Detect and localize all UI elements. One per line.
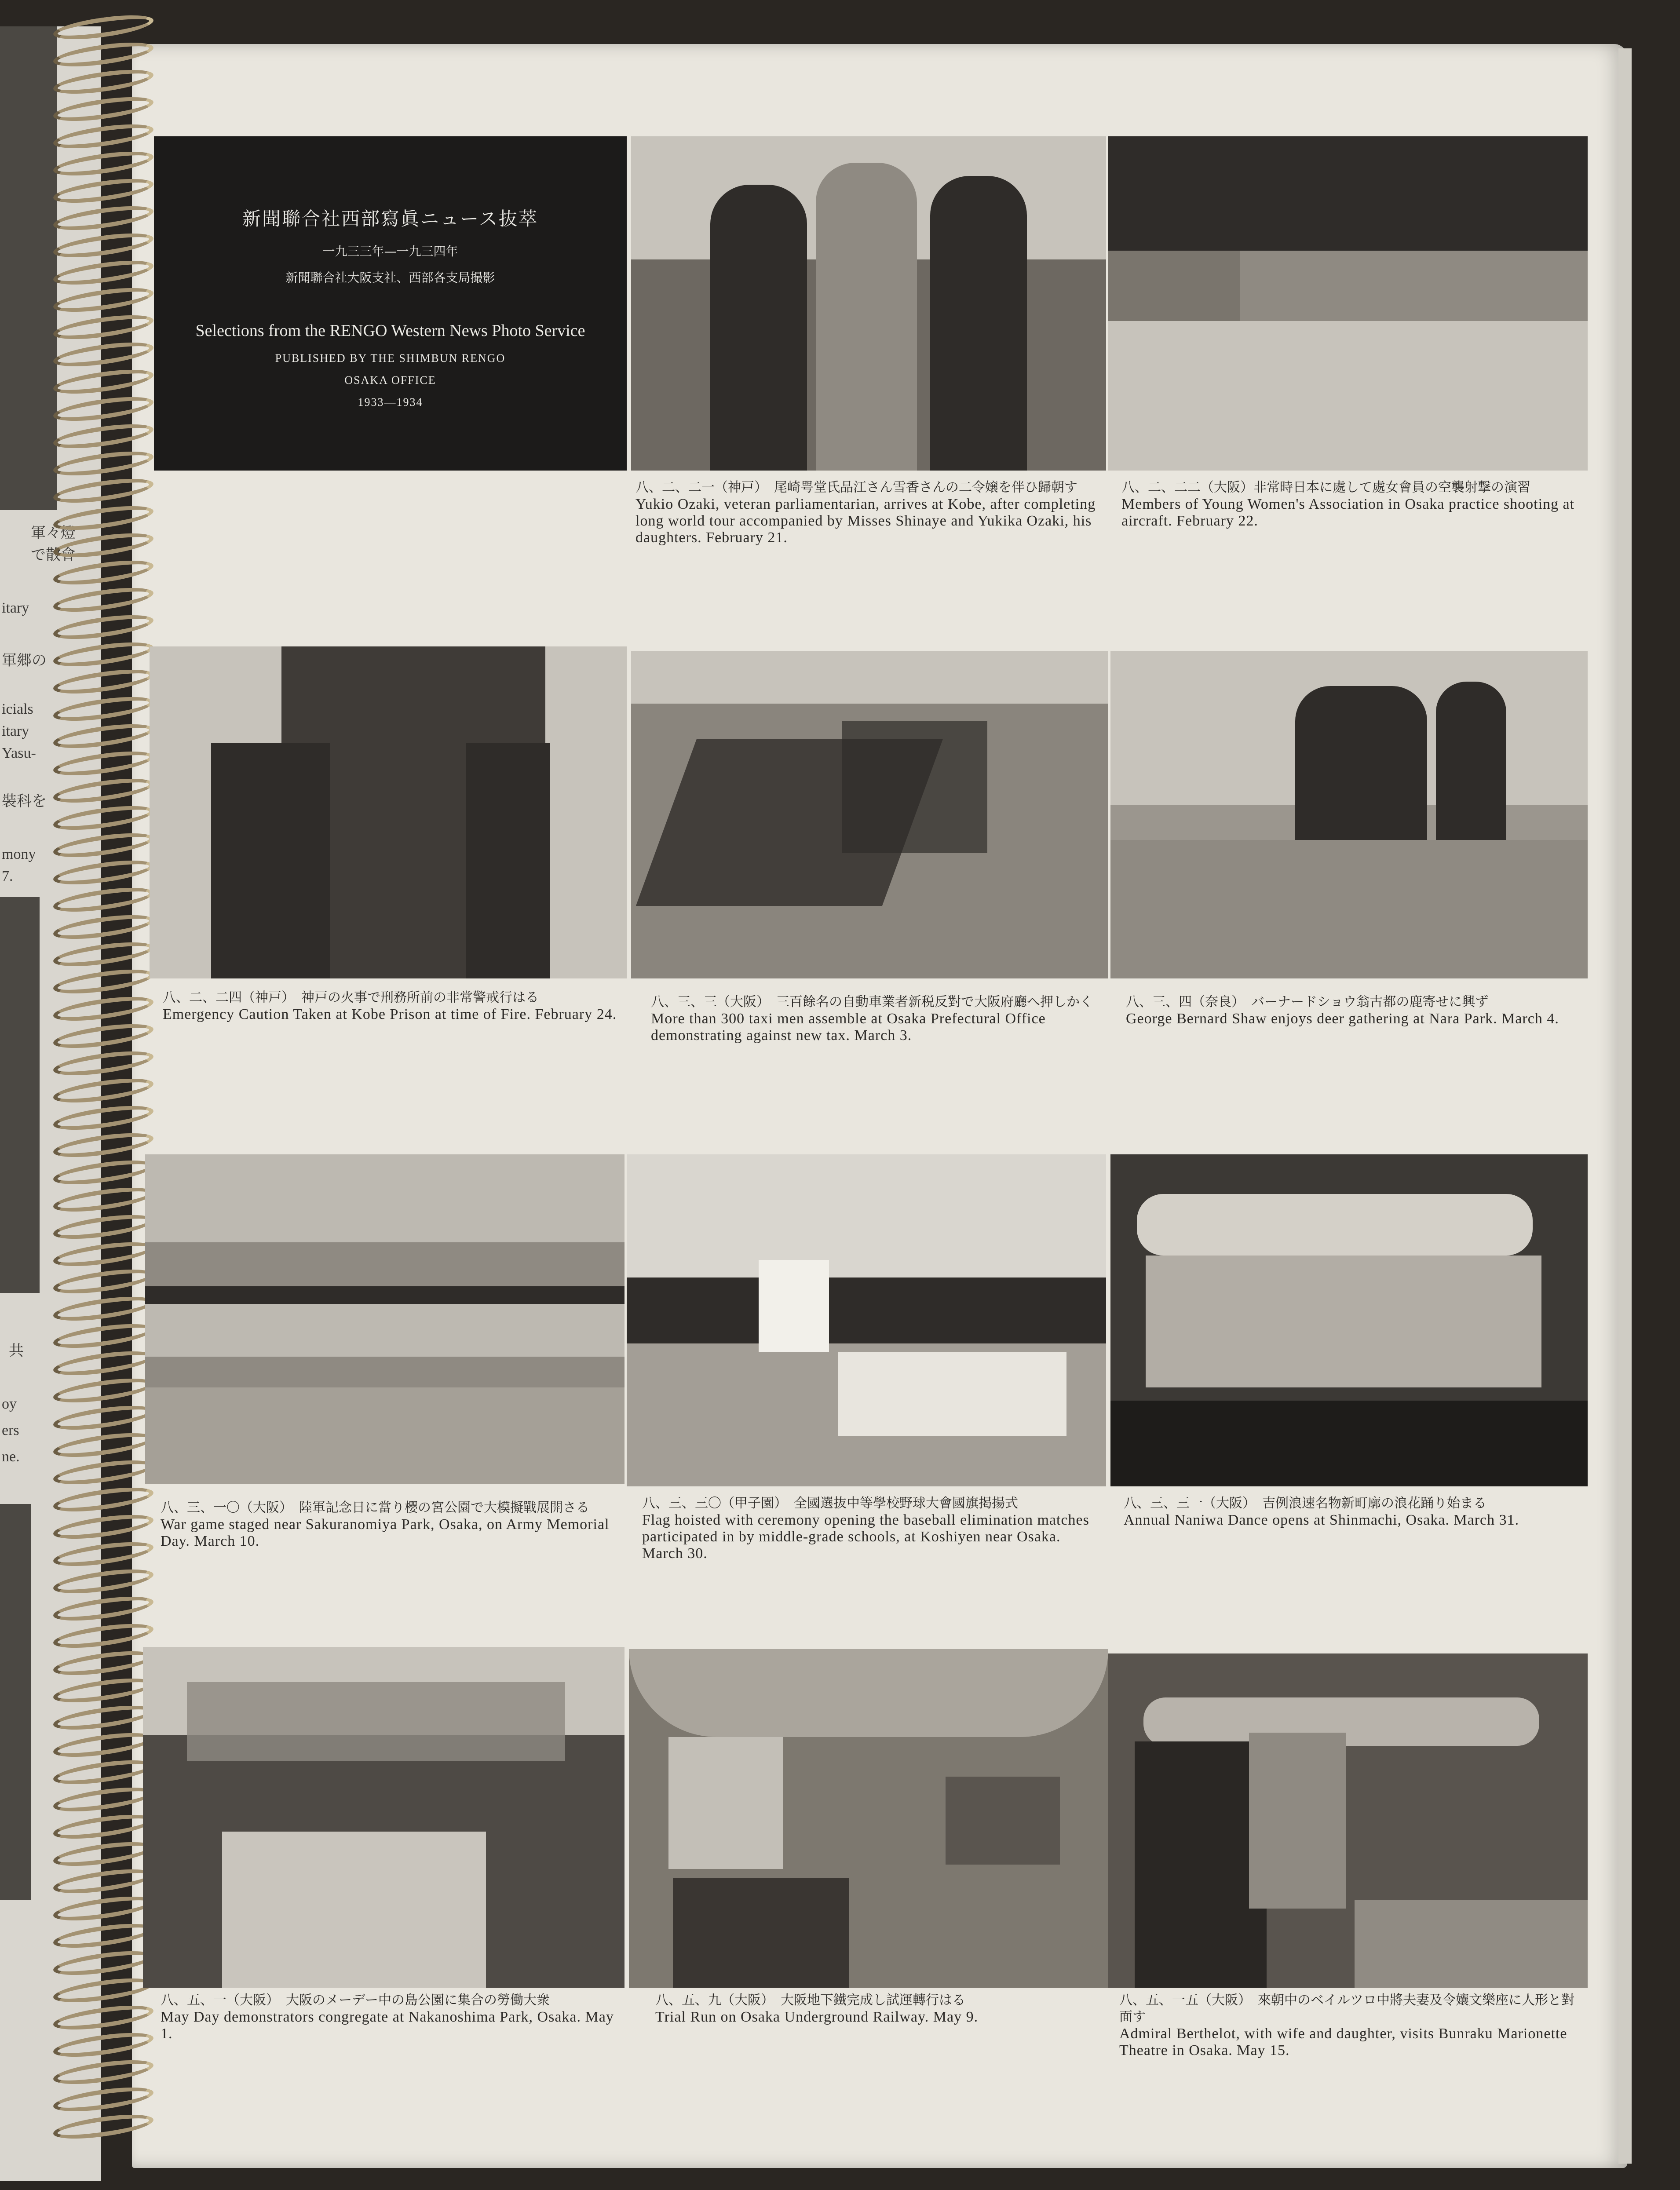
binding-ring: [52, 1619, 155, 1653]
binding-ring: [52, 1237, 155, 1271]
photo-war-game-riverbank: [145, 1357, 625, 1387]
photo-baseball-flag: [627, 1154, 1106, 1486]
caption-war-game: [161, 1500, 622, 1550]
photo-baseball-flag-stands: [627, 1278, 1106, 1343]
page-edge: [1618, 48, 1632, 2164]
previous-page-photo: [0, 897, 40, 1293]
photo-berthelot-bunraku: [1108, 1653, 1588, 1988]
binding-ring: [52, 719, 155, 753]
photo-ozaki-arrival: [631, 136, 1106, 471]
photo-women-shooting-riflewomen: [1108, 321, 1588, 471]
photo-naniwa-dance-stage: [1110, 1401, 1588, 1486]
binding-ring: [52, 801, 155, 835]
binding-ring: [52, 65, 155, 99]
caption-japanese: 八、二、二二（大阪）非常時日本に處して處女會員の空襲射撃の演習: [1121, 480, 1530, 495]
photo-ozaki-arrival-figure: [930, 176, 1027, 471]
binding-ring: [52, 365, 155, 398]
binding-ring: [52, 638, 155, 671]
binding-ring: [52, 1783, 155, 1816]
binding-ring: [52, 2001, 155, 2034]
binding-ring: [52, 583, 155, 617]
photo-kobe-prison-wall: [545, 646, 627, 978]
previous-page-text: 裝科を: [2, 793, 47, 810]
binding-ring: [52, 1537, 155, 1571]
binding-ring: [52, 610, 155, 644]
previous-page-text: Yasu-: [2, 745, 36, 761]
binding-ring: [52, 310, 155, 344]
binding-ring: [52, 1974, 155, 2007]
caption-english: War game staged near Sakuranomiya Park, Osaka, on Army Memorial Day. March 10.: [161, 1516, 610, 1549]
photo-war-game-bridge-deck: [145, 1286, 625, 1304]
binding-ring: [52, 2083, 155, 2116]
photo-underground-railway-train: [668, 1737, 783, 1869]
binding-ring: [52, 1019, 155, 1053]
binding-ring: [52, 1265, 155, 1298]
binding-ring: [52, 1892, 155, 1925]
binding-ring: [52, 201, 155, 235]
caption-japanese: 八、二、二四（神戸） 神戸の火事で刑務所前の非常警戒行はる: [163, 990, 539, 1005]
binding-ring: [52, 965, 155, 998]
photo-underground-railway-poster: [946, 1777, 1060, 1865]
caption-japanese: 八、五、一（大阪） 大阪のメーデー中の島公園に集合の勞働大衆: [161, 1993, 550, 2008]
caption-underground-railway: [655, 1992, 1108, 2026]
binding-ring: [52, 2110, 155, 2143]
binding-ring: [52, 910, 155, 944]
caption-kobe-prison: [163, 989, 625, 1023]
caption-japanese: 八、五、九（大阪） 大阪地下鐵完成し試運轉行はる: [655, 1993, 965, 2008]
binding-ring: [52, 229, 155, 262]
binding-ring: [52, 174, 155, 208]
binding-ring: [52, 1456, 155, 1489]
binding-ring: [52, 1701, 155, 1734]
caption-english: More than 300 taxi men assemble at Osaka Prefectural Office demonstrating against new tax. March 3.: [651, 1011, 1046, 1044]
caption-shaw-deer: [1126, 994, 1583, 1027]
caption-japanese: 八、三、四（奈良） バーナードショウ翁古都の鹿寄せに興ず: [1126, 994, 1489, 1010]
photo-taxi-protest: [631, 651, 1108, 978]
binding-ring: [52, 1401, 155, 1434]
title-panel: [154, 136, 627, 471]
binding-ring: [52, 1837, 155, 1871]
previous-page-text: ne.: [2, 1449, 20, 1465]
binding-ring: [52, 338, 155, 371]
caption-english: Flag hoisted with ceremony opening the baseball elimination matches participated in by middle-grade schools, at Koshiyen near Osaka. March 30.: [642, 1512, 1089, 1562]
previous-page-photo: [0, 1504, 31, 1900]
previous-page-text: oy: [2, 1396, 17, 1412]
binding-ring: [52, 747, 155, 780]
title-years: 1933—1934: [358, 396, 423, 409]
photo-underground-railway: [629, 1649, 1108, 1988]
photo-war-game: [145, 1154, 625, 1484]
binding-ring: [52, 1510, 155, 1544]
binding-ring: [52, 447, 155, 480]
caption-japanese: 八、二、二一（神戸） 尾崎咢堂氏品江さん雪香さんの二令嬢を伴ひ歸朝す: [635, 480, 1077, 495]
photo-berthelot-bunraku-stage: [1355, 1900, 1588, 1988]
binding-ring: [52, 2055, 155, 2089]
binding-ring: [52, 1756, 155, 1789]
title-english: Selections from the RENGO Western News Photo Service: [195, 321, 585, 340]
title-japanese-years: 一九三三年—一九三四年: [322, 244, 458, 259]
photo-underground-railway-tunnel: [629, 1649, 1108, 1737]
binding-ring: [52, 1865, 155, 1898]
photo-war-game-bridge: [145, 1242, 625, 1286]
binding-ring: [52, 120, 155, 153]
binding-ring: [52, 1210, 155, 1244]
binding-ring: [52, 665, 155, 698]
caption-taxi-protest: [651, 994, 1108, 1044]
photo-naniwa-dance: [1110, 1154, 1588, 1486]
photo-shaw-deer-herd: [1110, 840, 1588, 978]
photo-may-day: [143, 1647, 625, 1988]
binding-ring: [52, 829, 155, 862]
binding-ring: [52, 1047, 155, 1080]
photo-kobe-prison-guards: [211, 743, 330, 978]
binding-ring: [52, 501, 155, 535]
photo-ozaki-arrival-figure: [710, 185, 807, 471]
caption-naniwa-dance: [1124, 1495, 1581, 1529]
binding-ring: [52, 420, 155, 453]
binding-ring: [52, 556, 155, 589]
binding-ring: [52, 529, 155, 562]
caption-english: Annual Naniwa Dance opens at Shinmachi, Osaka. March 31.: [1124, 1512, 1519, 1528]
binding-ring: [52, 883, 155, 916]
caption-english: May Day demonstrators congregate at Nakanoshima Park, Osaka. May 1.: [161, 2009, 614, 2042]
binding-ring: [52, 1919, 155, 1953]
caption-english: Emergency Caution Taken at Kobe Prison at time of Fire. February 24.: [163, 1006, 617, 1022]
caption-ozaki-arrival: [635, 479, 1110, 546]
photo-shaw-deer: [1110, 651, 1588, 978]
photo-kobe-prison-guards: [466, 743, 550, 978]
previous-page-text: itary: [2, 723, 29, 739]
binding-ring: [52, 1319, 155, 1353]
binding-ring: [52, 1183, 155, 1216]
caption-japanese: 八、三、三（大阪） 三百餘名の自動車業者新税反對で大阪府廳へ押しかく: [651, 994, 1093, 1010]
binding-ring: [52, 1374, 155, 1407]
binding-ring: [52, 938, 155, 971]
binding-ring: [52, 1674, 155, 1707]
binding-ring: [52, 1156, 155, 1189]
photo-war-game-ground: [145, 1387, 625, 1484]
photo-berthelot-bunraku-puppeteer: [1135, 1741, 1267, 1988]
photo-naniwa-dance-umbrellas: [1137, 1194, 1533, 1256]
binding-ring: [52, 992, 155, 1026]
previous-page-text: ers: [2, 1422, 19, 1438]
binding-ring: [52, 256, 155, 289]
caption-english: Admiral Berthelot, with wife and daughter, visits Bunraku Marionette Theatre in Osaka. May 15.: [1119, 2026, 1567, 2059]
previous-page-text: で散會: [31, 547, 76, 563]
binding-ring: [52, 1946, 155, 1980]
previous-page-text: itary: [2, 600, 29, 616]
previous-page-text: 共: [9, 1343, 24, 1359]
photo-women-shooting: [1108, 136, 1588, 471]
binding-ring: [52, 1565, 155, 1598]
photo-taxi-protest-cars: [842, 721, 987, 853]
binding-ring: [52, 1810, 155, 1843]
photo-ozaki-arrival-figure: [816, 163, 917, 471]
photo-women-shooting-crowd: [1108, 136, 1588, 251]
binding-ring: [52, 1428, 155, 1462]
binding-ring: [52, 1347, 155, 1380]
photo-baseball-flag-banner: [759, 1260, 829, 1352]
binding-ring: [52, 1728, 155, 1762]
binding-ring: [52, 1128, 155, 1162]
title-published-by: PUBLISHED BY THE SHIMBUN RENGO: [275, 352, 506, 365]
previous-page-text: 軍々燈: [31, 525, 76, 541]
binding-ring: [52, 1646, 155, 1680]
previous-page-text: icials: [2, 701, 33, 717]
binding-ring: [52, 1101, 155, 1135]
photo-may-day-banners: [187, 1682, 565, 1761]
binding-ring: [52, 283, 155, 317]
title-japanese: 新聞聯合社西部寫眞ニュース抜萃: [242, 208, 538, 230]
caption-english: Members of Young Women's Association in Osaka practice shooting at aircraft. February 22.: [1121, 496, 1575, 529]
caption-english: Yukio Ozaki, veteran parliamentarian, arrives at Kobe, after completing long world tour accompanied by Misses Shinaye and Yukika Ozaki, his daughters. February 21.: [635, 496, 1096, 546]
binding-ring: [52, 392, 155, 426]
photo-may-day-crowd: [222, 1832, 486, 1988]
caption-japanese: 八、三、一〇（大阪） 陸軍記念日に當り櫻の宮公園で大模擬戰展開さる: [161, 1500, 589, 1515]
previous-page-text: 7.: [2, 868, 13, 884]
caption-japanese: 八、三、三〇（甲子園） 全國選抜中等學校野球大會國旗掲揚式: [642, 1496, 1018, 1511]
photo-berthelot-bunraku-puppet: [1249, 1733, 1346, 1909]
binding-ring: [52, 856, 155, 889]
previous-page-text: mony: [2, 846, 36, 862]
binding-ring: [52, 147, 155, 180]
photo-women-shooting-ground: [1240, 251, 1588, 321]
title-japanese-publisher: 新聞聯合社大阪支社、西部各支局撮影: [285, 270, 495, 285]
binding-ring: [52, 1592, 155, 1625]
caption-english: George Bernard Shaw enjoys deer gathering at Nara Park. March 4.: [1126, 1011, 1559, 1027]
previous-page-photo: [0, 26, 57, 510]
photo-underground-railway-tracks: [673, 1878, 849, 1988]
binding-ring: [52, 1292, 155, 1325]
binding-ring: [52, 474, 155, 507]
binding-ring: [52, 1074, 155, 1107]
caption-baseball-flag: [642, 1495, 1104, 1562]
caption-may-day: [161, 1992, 622, 2042]
binding-ring: [52, 2028, 155, 2062]
photo-taxi-protest-sky: [631, 651, 1108, 704]
binding-ring: [52, 692, 155, 726]
binding-ring: [52, 11, 155, 44]
caption-english: Trial Run on Osaka Underground Railway. May 9.: [655, 2009, 979, 2025]
title-office: OSAKA OFFICE: [344, 374, 436, 387]
previous-page-text: 軍郷の: [2, 653, 47, 669]
photo-naniwa-dance-dancers: [1146, 1256, 1541, 1387]
caption-japanese: 八、五、一五（大阪） 來朝中のベイルツロ中將夫妻及令孃文樂座に人形と對面す: [1119, 1993, 1574, 2025]
binding-ring: [52, 1483, 155, 1516]
binding-ring: [52, 774, 155, 807]
photo-baseball-flag-players: [838, 1352, 1066, 1436]
binding-ring: [52, 38, 155, 71]
caption-women-shooting: [1121, 479, 1583, 529]
photo-baseball-flag-sky: [627, 1154, 1106, 1278]
caption-berthelot-bunraku: [1119, 1992, 1585, 2059]
binding-ring: [52, 92, 155, 126]
photo-kobe-prison: [150, 646, 627, 978]
caption-japanese: 八、三、三一（大阪） 吉例浪速名物新町廓の浪花踊り始まる: [1124, 1496, 1486, 1511]
